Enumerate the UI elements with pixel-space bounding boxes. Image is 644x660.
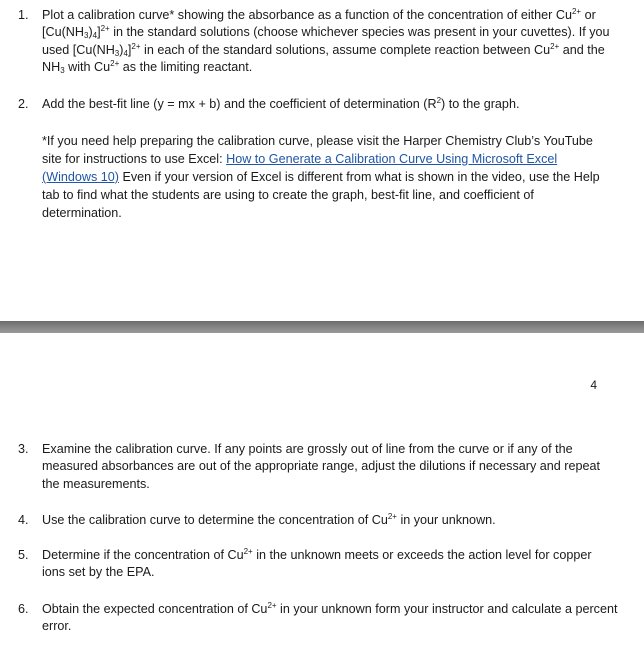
page-number: 4 xyxy=(590,378,597,392)
youtube-excel-tutorial-link[interactable]: How to Generate a Calibration Curve Using Microsoft Excel (Windows 10) xyxy=(42,152,558,184)
question-1-number: 1. xyxy=(18,8,29,22)
page-top xyxy=(0,0,644,322)
question-2-number: 2. xyxy=(18,97,29,111)
question-1-text: Plot a calibration curve* showing the absorbance as a function of the concentration of either $Cu^{2+}$ or $[Cu(NH_3)_4]^{2+}$ in the standard solutions (choose whichever species was present in your cuvettes). If you used $[Cu(NH_3)_4]^{2+}$ in each of the standard solutions, assume complete reaction between $Cu^{2+}$ and the $NH_3$ with $Cu^{2+}$ as the limiting reactant. xyxy=(42,7,610,76)
question-6-text: Obtain the expected concentration of $Cu^{2+}$ in your unknown form your instructor and calculate a percent error. xyxy=(42,601,618,634)
question-4-number: 4. xyxy=(18,513,29,527)
question-3-number: 3. xyxy=(18,442,29,456)
question-5 xyxy=(18,547,618,582)
question-1 xyxy=(18,7,618,77)
question-3 xyxy=(18,441,618,493)
question-5-number: 5. xyxy=(18,548,29,562)
question-4-text: Use the calibration curve to determine the concentration of $Cu^{2+}$ in your unknown. xyxy=(42,512,496,527)
question-3-text: Examine the calibration curve. If any points are grossly out of line from the curve or if any of the measured absorbances are out of the appropriate range, adjust the dilutions if necessary and repeat the measurements. xyxy=(42,442,600,491)
question-6-number: 6. xyxy=(18,602,29,616)
excel-help-note: *If you need help preparing the calibration curve, please visit the Harper Chemistry Club’s YouTube site for instructions to use Excel: How to Generate a Calibration Curve Using Microsoft Excel (Windows 10) Even if your version of Excel is different from what is shown in the video, use the Help tab to find what the students are using to create the graph, best-fit line, and coefficient of determination. xyxy=(42,134,600,220)
question-4 xyxy=(18,512,618,529)
question-2-text: Add the best-fit line (y = mx + b) and the coefficient of determination $(R^2)$ to the graph. xyxy=(42,96,520,111)
page-separator xyxy=(0,321,644,333)
question-6 xyxy=(18,601,618,636)
question-2 xyxy=(18,96,618,113)
question-5-text: Determine if the concentration of $Cu^{2+}$ in the unknown meets or exceeds the action level for copper ions set by the EPA. xyxy=(42,547,592,580)
